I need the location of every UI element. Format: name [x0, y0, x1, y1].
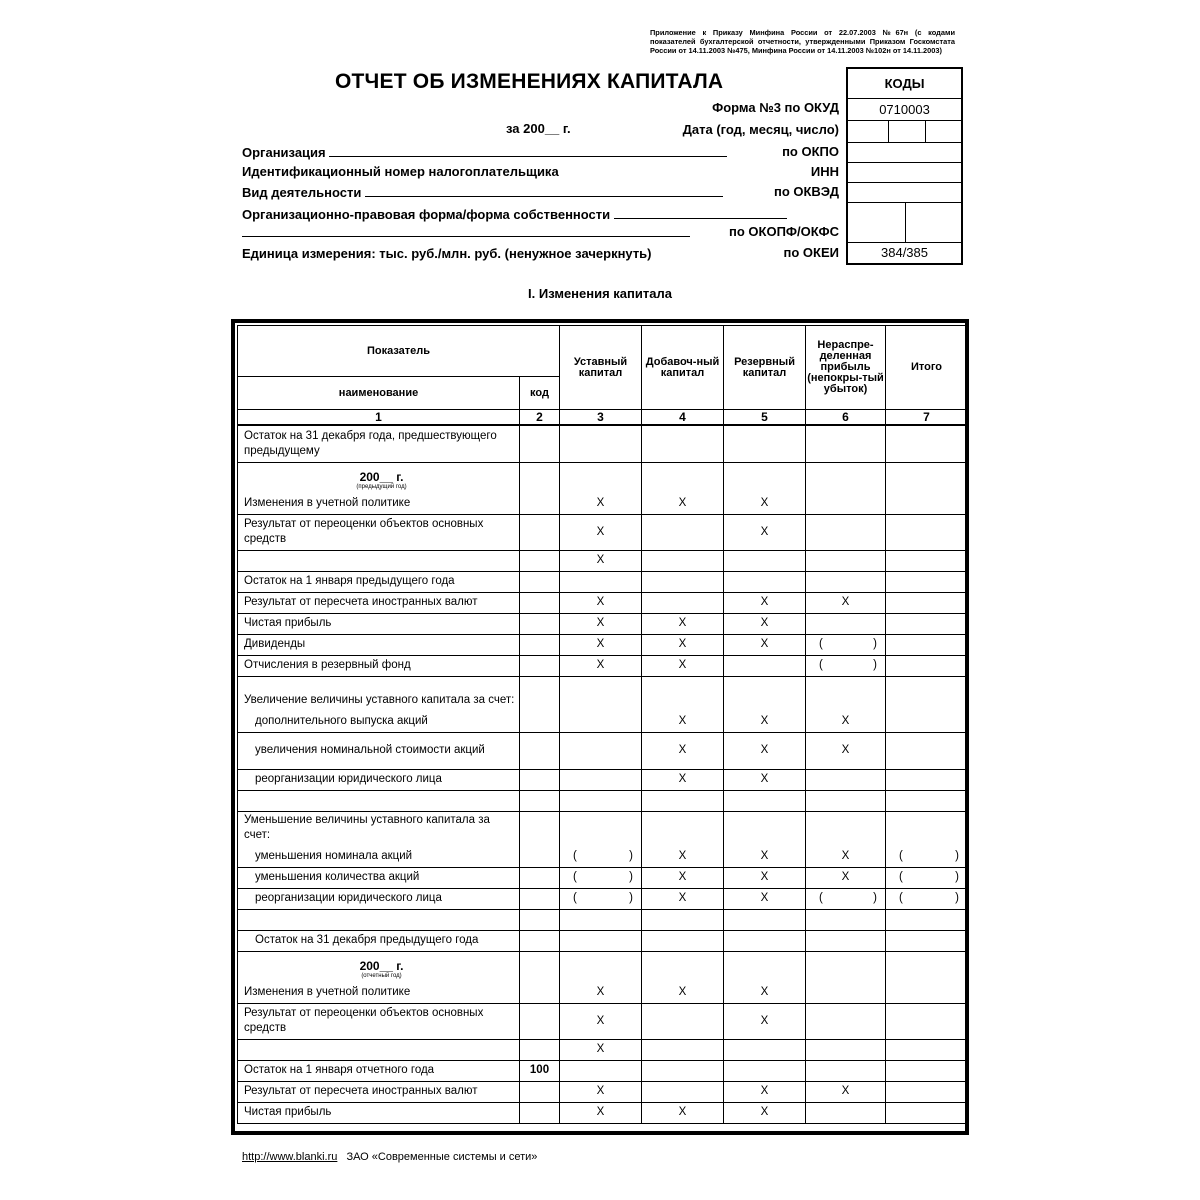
okei-code: 384/385	[881, 245, 928, 260]
paren-open: (	[899, 892, 903, 904]
value-cell[interactable]	[886, 1060, 968, 1081]
value-cell[interactable]	[886, 790, 968, 811]
cur-year-label: 200__ г.	[359, 958, 404, 973]
footer-link[interactable]: http://www.blanki.ru	[242, 1151, 338, 1163]
value-cell[interactable]	[886, 1081, 968, 1102]
value-cell[interactable]	[806, 1102, 886, 1123]
value-cell[interactable]	[724, 550, 806, 571]
paren-close: )	[873, 892, 878, 904]
mark-x: X	[642, 867, 724, 888]
paren-cell[interactable]	[806, 634, 886, 655]
mark-x: X	[560, 951, 642, 1003]
code-cell[interactable]	[520, 790, 560, 811]
value-cell[interactable]	[642, 790, 724, 811]
value-cell[interactable]	[560, 930, 642, 951]
row-label: Отчисления в резервный фонд	[238, 655, 520, 676]
value-cell[interactable]	[886, 951, 968, 1003]
value-cell[interactable]	[886, 909, 968, 930]
code-cell[interactable]	[520, 514, 560, 550]
paren-open: (	[899, 871, 903, 883]
code-cell[interactable]	[520, 1003, 560, 1039]
mark-x: X	[560, 634, 642, 655]
mark-x: X	[560, 1003, 642, 1039]
paren-cell[interactable]	[560, 888, 642, 909]
mark-x: X	[724, 811, 806, 867]
value-cell[interactable]	[724, 1039, 806, 1060]
mark-x: X	[806, 867, 886, 888]
code-cell[interactable]	[520, 655, 560, 676]
mark-x: X	[560, 1102, 642, 1123]
table-row	[238, 1081, 968, 1102]
value-cell[interactable]	[886, 462, 968, 514]
capital-changes-table	[231, 319, 969, 1135]
table-row	[238, 425, 968, 462]
row-label-empty[interactable]	[238, 1039, 520, 1060]
cur-year-sublabel: (отчетный год)	[361, 972, 402, 979]
value-cell[interactable]	[886, 732, 968, 769]
mark-x: X	[642, 676, 724, 732]
header-authorized-capital: Уставный капитал	[560, 326, 642, 410]
row-label: дополнительного выпуска акций	[255, 714, 428, 727]
okved-code-cell[interactable]	[848, 183, 961, 203]
code-cell[interactable]	[520, 1081, 560, 1102]
code-cell[interactable]	[520, 550, 560, 571]
code-cell[interactable]	[520, 888, 560, 909]
mark-x: X	[560, 655, 642, 676]
legal-form-input-line[interactable]	[614, 206, 787, 219]
mark-x: X	[724, 888, 806, 909]
mark-x: X	[724, 1081, 806, 1102]
section-title: I. Изменения капитала	[528, 286, 672, 301]
header-retained-earnings: Нераспре-деленная прибыль (непокры-тый убыток)	[806, 326, 886, 410]
organization-input-line[interactable]	[329, 144, 727, 157]
value-cell[interactable]	[560, 732, 642, 769]
inn-label: Идентификационный номер налогоплательщика	[242, 164, 559, 179]
mark-x: X	[724, 951, 806, 1003]
code-cell[interactable]	[520, 1102, 560, 1123]
value-cell[interactable]	[560, 790, 642, 811]
mark-x: X	[642, 655, 724, 676]
value-cell[interactable]	[886, 1102, 968, 1123]
paren-cell[interactable]	[806, 888, 886, 909]
value-cell[interactable]	[886, 769, 968, 790]
code-cell[interactable]	[520, 811, 560, 867]
value-cell[interactable]	[724, 1060, 806, 1081]
row-code: 100	[520, 1060, 560, 1081]
mark-x: X	[642, 769, 724, 790]
okud-code: 0710003	[848, 99, 961, 121]
date-label: Дата (год, месяц, число)	[682, 122, 839, 137]
value-cell[interactable]	[642, 1039, 724, 1060]
table-row	[238, 655, 968, 676]
row-label: Остаток на 31 декабря года, предшествующего предыдущему	[238, 425, 520, 462]
col-num-5: 5	[724, 410, 806, 426]
paren-close: )	[629, 871, 634, 883]
paren-close: )	[955, 849, 960, 862]
paren-cell[interactable]	[560, 867, 642, 888]
okpo-label: по ОКПО	[782, 144, 839, 159]
code-cell[interactable]	[520, 613, 560, 634]
paren-close: )	[629, 849, 634, 862]
paren-open: (	[819, 659, 823, 671]
row-label: Результат от пересчета иностранных валют	[238, 1081, 520, 1102]
order-reference-note: Приложение к Приказу Минфина России от 22.07.2003 №67н (с кодами показателей бухгалтерской отчетности, утвержденными Приказом Госкомстата России от 14.11.2003 №475, Минфина России от 14.11.2003 №102н от 14.11.2003)	[650, 28, 955, 55]
value-cell[interactable]	[642, 571, 724, 592]
mark-x: X	[724, 732, 806, 769]
value-cell[interactable]	[806, 909, 886, 930]
organization-field	[242, 144, 727, 160]
unit-label: Единица измерения: тыс. руб./млн. руб. (ненужное зачеркнуть)	[242, 246, 652, 261]
row-label: Остаток на 1 января предыдущего года	[238, 571, 520, 592]
value-cell[interactable]	[724, 930, 806, 951]
mark-x: X	[806, 732, 886, 769]
table-row	[238, 1003, 968, 1039]
value-cell[interactable]	[886, 634, 968, 655]
table-row	[238, 634, 968, 655]
value-cell[interactable]	[642, 909, 724, 930]
mark-x: X	[724, 1003, 806, 1039]
row-label: Изменения в учетной политике	[244, 985, 411, 998]
header-reserve-capital: Резервный капитал	[724, 326, 806, 410]
okpo-code-cell[interactable]	[848, 143, 961, 163]
mark-x: X	[642, 888, 724, 909]
mark-x: X	[560, 1039, 642, 1060]
value-cell[interactable]	[806, 571, 886, 592]
row-label-empty[interactable]	[238, 550, 520, 571]
col-num-2: 2	[520, 410, 560, 426]
row-label: Результат от переоценки объектов основных средств	[238, 514, 520, 550]
date-divider-1	[888, 121, 889, 143]
paren-open: (	[899, 849, 903, 862]
row-label: Остаток на 1 января отчетного года	[238, 1060, 520, 1081]
value-cell[interactable]	[642, 930, 724, 951]
decrease-block	[238, 811, 520, 867]
row-label: Изменения в учетной политике	[244, 496, 411, 509]
header-code: код	[520, 377, 560, 410]
code-cell[interactable]	[520, 462, 560, 514]
prev-year-sublabel: (предыдущий год)	[356, 483, 407, 490]
table-row	[238, 888, 968, 909]
col-num-7: 7	[886, 410, 968, 426]
value-cell[interactable]	[642, 550, 724, 571]
mark-x: X	[642, 1102, 724, 1123]
table-row	[238, 769, 968, 790]
report-period: за 200__ г.	[506, 121, 571, 136]
year-block	[238, 951, 520, 1003]
mark-x: X	[724, 514, 806, 550]
value-cell[interactable]	[560, 909, 642, 930]
mark-x: X	[724, 769, 806, 790]
value-cell[interactable]	[806, 1060, 886, 1081]
code-cell[interactable]	[520, 425, 560, 462]
mark-x: X	[806, 811, 886, 867]
paren-cell[interactable]	[886, 811, 968, 867]
mark-x: X	[642, 613, 724, 634]
legal-form-field	[242, 206, 787, 222]
row-label: увеличения номинальной стоимости акций	[238, 732, 520, 769]
paren-close: )	[955, 892, 960, 904]
row-label-empty[interactable]	[238, 790, 520, 811]
table-row	[238, 592, 968, 613]
mark-x: X	[642, 811, 724, 867]
mark-x: X	[560, 613, 642, 634]
mark-x: X	[806, 1081, 886, 1102]
mark-x: X	[642, 951, 724, 1003]
mark-x: X	[642, 462, 724, 514]
value-cell[interactable]	[886, 1039, 968, 1060]
mark-x: X	[560, 514, 642, 550]
mark-x: X	[724, 1102, 806, 1123]
activity-input-line[interactable]	[365, 184, 723, 197]
value-cell[interactable]	[886, 613, 968, 634]
activity-label: Вид деятельности	[242, 185, 362, 200]
mark-x: X	[642, 732, 724, 769]
paren-close: )	[873, 638, 878, 650]
row-label: Остаток на 31 декабря предыдущего года	[238, 930, 520, 951]
value-cell[interactable]	[806, 550, 886, 571]
table-row	[238, 613, 968, 634]
value-cell[interactable]	[806, 930, 886, 951]
value-cell[interactable]	[560, 1060, 642, 1081]
table-row	[238, 732, 968, 769]
paren-cell[interactable]	[886, 867, 968, 888]
codes-header: КОДЫ	[848, 69, 961, 99]
value-cell[interactable]	[886, 514, 968, 550]
value-cell[interactable]	[886, 571, 968, 592]
code-cell[interactable]	[520, 930, 560, 951]
mark-x: X	[724, 462, 806, 514]
mark-x: X	[724, 592, 806, 613]
table-row	[238, 550, 968, 571]
header-name: наименование	[238, 377, 520, 410]
value-cell[interactable]	[642, 1060, 724, 1081]
value-cell[interactable]	[806, 462, 886, 514]
value-cell[interactable]	[560, 769, 642, 790]
mark-x: X	[724, 867, 806, 888]
table-row	[238, 930, 968, 951]
value-cell[interactable]	[886, 655, 968, 676]
row-label: Результат от пересчета иностранных валют	[238, 592, 520, 613]
col-num-1: 1	[238, 410, 520, 426]
paren-close: )	[955, 871, 960, 883]
row-label: Дивиденды	[238, 634, 520, 655]
paren-open: (	[819, 638, 823, 650]
col-num-3: 3	[560, 410, 642, 426]
row-label: реорганизации юридического лица	[238, 769, 520, 790]
mark-x: X	[806, 592, 886, 613]
value-cell[interactable]	[806, 1003, 886, 1039]
value-cell[interactable]	[886, 1003, 968, 1039]
code-cell[interactable]	[520, 676, 560, 732]
table-row	[238, 951, 968, 1003]
row-label: Уменьшение величины уставного капитала за счет:	[244, 813, 490, 841]
value-cell[interactable]	[806, 514, 886, 550]
mark-x: X	[806, 676, 886, 732]
value-cell[interactable]	[642, 514, 724, 550]
okopf-divider	[905, 203, 906, 243]
code-cell[interactable]	[520, 592, 560, 613]
value-cell[interactable]	[806, 769, 886, 790]
date-code-cell[interactable]	[848, 121, 961, 143]
mark-x: X	[560, 550, 642, 571]
value-cell[interactable]	[560, 425, 642, 462]
paren-cell[interactable]	[560, 811, 642, 867]
table-row	[238, 790, 968, 811]
table-row	[238, 811, 968, 867]
paren-open: (	[573, 871, 577, 883]
year-block	[238, 462, 520, 514]
value-cell[interactable]	[560, 676, 642, 732]
row-label: уменьшения количества акций	[238, 867, 520, 888]
footer	[242, 1151, 537, 1163]
paren-open: (	[573, 849, 577, 862]
value-cell[interactable]	[806, 613, 886, 634]
value-cell[interactable]	[806, 1039, 886, 1060]
value-cell[interactable]	[806, 425, 886, 462]
value-cell[interactable]	[560, 571, 642, 592]
okved-label: по ОКВЭД	[773, 184, 839, 199]
organization-label: Организация	[242, 145, 326, 160]
value-cell[interactable]	[806, 951, 886, 1003]
value-cell[interactable]	[886, 425, 968, 462]
value-cell[interactable]	[724, 790, 806, 811]
col-num-4: 4	[642, 410, 724, 426]
table-row	[238, 1102, 968, 1123]
mark-x: X	[560, 1081, 642, 1102]
table-row	[238, 1039, 968, 1060]
code-cell[interactable]	[520, 909, 560, 930]
code-cell[interactable]	[520, 634, 560, 655]
code-cell[interactable]	[520, 769, 560, 790]
table-row	[238, 1060, 968, 1081]
mark-x: X	[724, 676, 806, 732]
table-row	[238, 462, 968, 514]
code-cell[interactable]	[520, 867, 560, 888]
value-cell[interactable]	[642, 1081, 724, 1102]
table-row	[238, 676, 968, 732]
legal-form-label: Организационно-правовая форма/форма собственности	[242, 207, 611, 222]
footer-company: ЗАО «Современные системы и сети»	[346, 1151, 538, 1163]
activity-field	[242, 184, 723, 200]
report-title: ОТЧЕТ ОБ ИЗМЕНЕНИЯХ КАПИТАЛА	[335, 70, 724, 93]
capital-table	[237, 325, 968, 1124]
paren-open: (	[819, 892, 823, 904]
header-additional-capital: Добавоч-ный капитал	[642, 326, 724, 410]
row-label: Чистая прибыль	[238, 1102, 520, 1123]
paren-close: )	[629, 892, 634, 904]
mark-x: X	[724, 634, 806, 655]
value-cell[interactable]	[724, 909, 806, 930]
inn-code-label: ИНН	[810, 164, 839, 179]
table-row	[238, 514, 968, 550]
header-total: Итого	[886, 326, 968, 410]
paren-close: )	[873, 659, 878, 671]
code-cell[interactable]	[520, 951, 560, 1003]
value-cell[interactable]	[724, 571, 806, 592]
paren-open: (	[573, 892, 577, 904]
codes-box	[846, 67, 963, 265]
row-label: Увеличение величины уставного капитала за счет:	[244, 693, 515, 706]
mark-x: X	[724, 613, 806, 634]
date-divider-2	[925, 121, 926, 143]
value-cell[interactable]	[806, 790, 886, 811]
value-cell[interactable]	[886, 676, 968, 732]
value-cell[interactable]	[642, 425, 724, 462]
inn-code-cell[interactable]	[848, 163, 961, 183]
prev-year-label: 200__ г.	[359, 469, 404, 484]
paren-cell[interactable]	[886, 888, 968, 909]
value-cell[interactable]	[886, 930, 968, 951]
mark-x: X	[560, 462, 642, 514]
row-label-empty[interactable]	[238, 909, 520, 930]
okopf-label: по ОКОПФ/ОКФС	[729, 224, 839, 239]
value-cell[interactable]	[886, 592, 968, 613]
code-cell[interactable]	[520, 571, 560, 592]
table-row	[238, 571, 968, 592]
value-cell[interactable]	[642, 592, 724, 613]
header-indicator: Показатель	[238, 326, 560, 377]
mark-x: X	[560, 592, 642, 613]
col-num-6: 6	[806, 410, 886, 426]
increase-block	[238, 676, 520, 732]
row-label: уменьшения номинала акций	[255, 849, 413, 862]
value-cell[interactable]	[724, 425, 806, 462]
row-label: Чистая прибыль	[238, 613, 520, 634]
value-cell[interactable]	[724, 655, 806, 676]
okei-label: по ОКЕИ	[783, 245, 839, 260]
paren-cell[interactable]	[806, 655, 886, 676]
code-cell[interactable]	[520, 732, 560, 769]
value-cell[interactable]	[642, 1003, 724, 1039]
row-label: реорганизации юридического лица	[238, 888, 520, 909]
row-label: Результат от переоценки объектов основных средств	[238, 1003, 520, 1039]
form-okud-label: Форма №3 по ОКУД	[712, 100, 839, 115]
table-row	[238, 867, 968, 888]
code-cell[interactable]	[520, 1039, 560, 1060]
legal-form-input-line-2[interactable]	[242, 236, 690, 237]
table-row	[238, 909, 968, 930]
mark-x: X	[642, 634, 724, 655]
value-cell[interactable]	[886, 550, 968, 571]
